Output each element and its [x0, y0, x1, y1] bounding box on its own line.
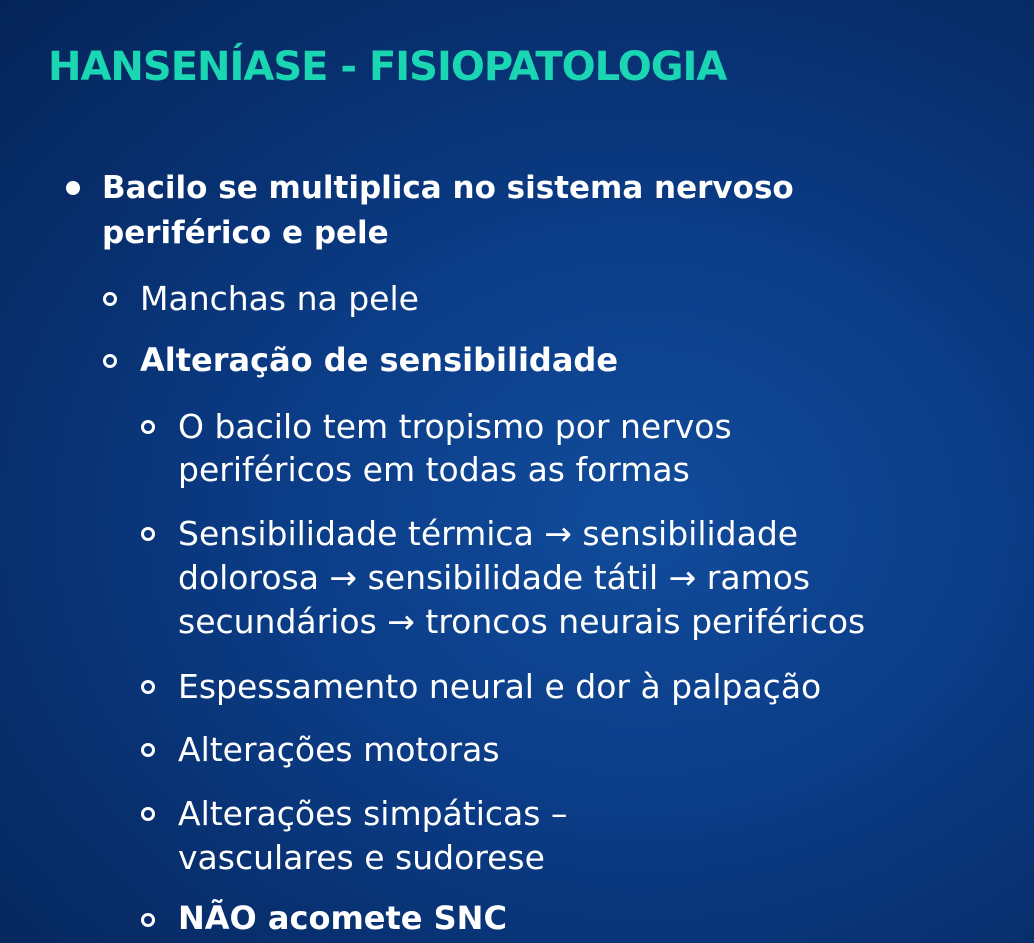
bullet-ring-icon — [141, 913, 155, 927]
bullet-ring-icon — [103, 354, 117, 368]
item-alteracoes-motoras: Alterações motoras — [178, 730, 500, 769]
bullet-ring-icon — [141, 420, 155, 434]
item-sensibilidade-sequencia-line-1: Sensibilidade térmica → sensibilidade — [178, 514, 799, 553]
item-sensibilidade-sequencia-line-2: dolorosa → sensibilidade tátil → ramos — [178, 558, 811, 597]
bullet-ring-icon — [141, 527, 155, 541]
bullet-ring-icon — [103, 292, 117, 306]
bullet-dot-icon — [66, 181, 80, 195]
subbullet-nao-acomete-snc: NÃO acomete SNC — [178, 899, 507, 937]
bullet-main-line-2: periférico e pele — [102, 215, 389, 251]
item-espessamento-neural: Espessamento neural e dor à palpação — [178, 667, 822, 706]
item-tropismo-line-2: periféricos em todas as formas — [178, 450, 690, 489]
bullet-ring-icon — [141, 743, 155, 757]
bullet-ring-icon — [141, 807, 155, 821]
bullet-main-line-1: Bacilo se multiplica no sistema nervoso — [102, 170, 794, 206]
item-sensibilidade-sequencia-line-3: secundários → troncos neurais periféricos — [178, 602, 866, 641]
item-tropismo-line-1: O bacilo tem tropismo por nervos — [178, 407, 732, 446]
item-alteracoes-simpaticas-line-1: Alterações simpáticas – — [178, 794, 568, 833]
bullet-ring-icon — [141, 680, 155, 694]
subbullet-manchas: Manchas na pele — [140, 279, 419, 318]
subbullet-alteracao-sensibilidade: Alteração de sensibilidade — [140, 341, 619, 379]
item-alteracoes-simpaticas-line-2: vasculares e sudorese — [178, 838, 545, 877]
slide-title: HANSENÍASE - FISIOPATOLOGIA — [48, 44, 727, 90]
